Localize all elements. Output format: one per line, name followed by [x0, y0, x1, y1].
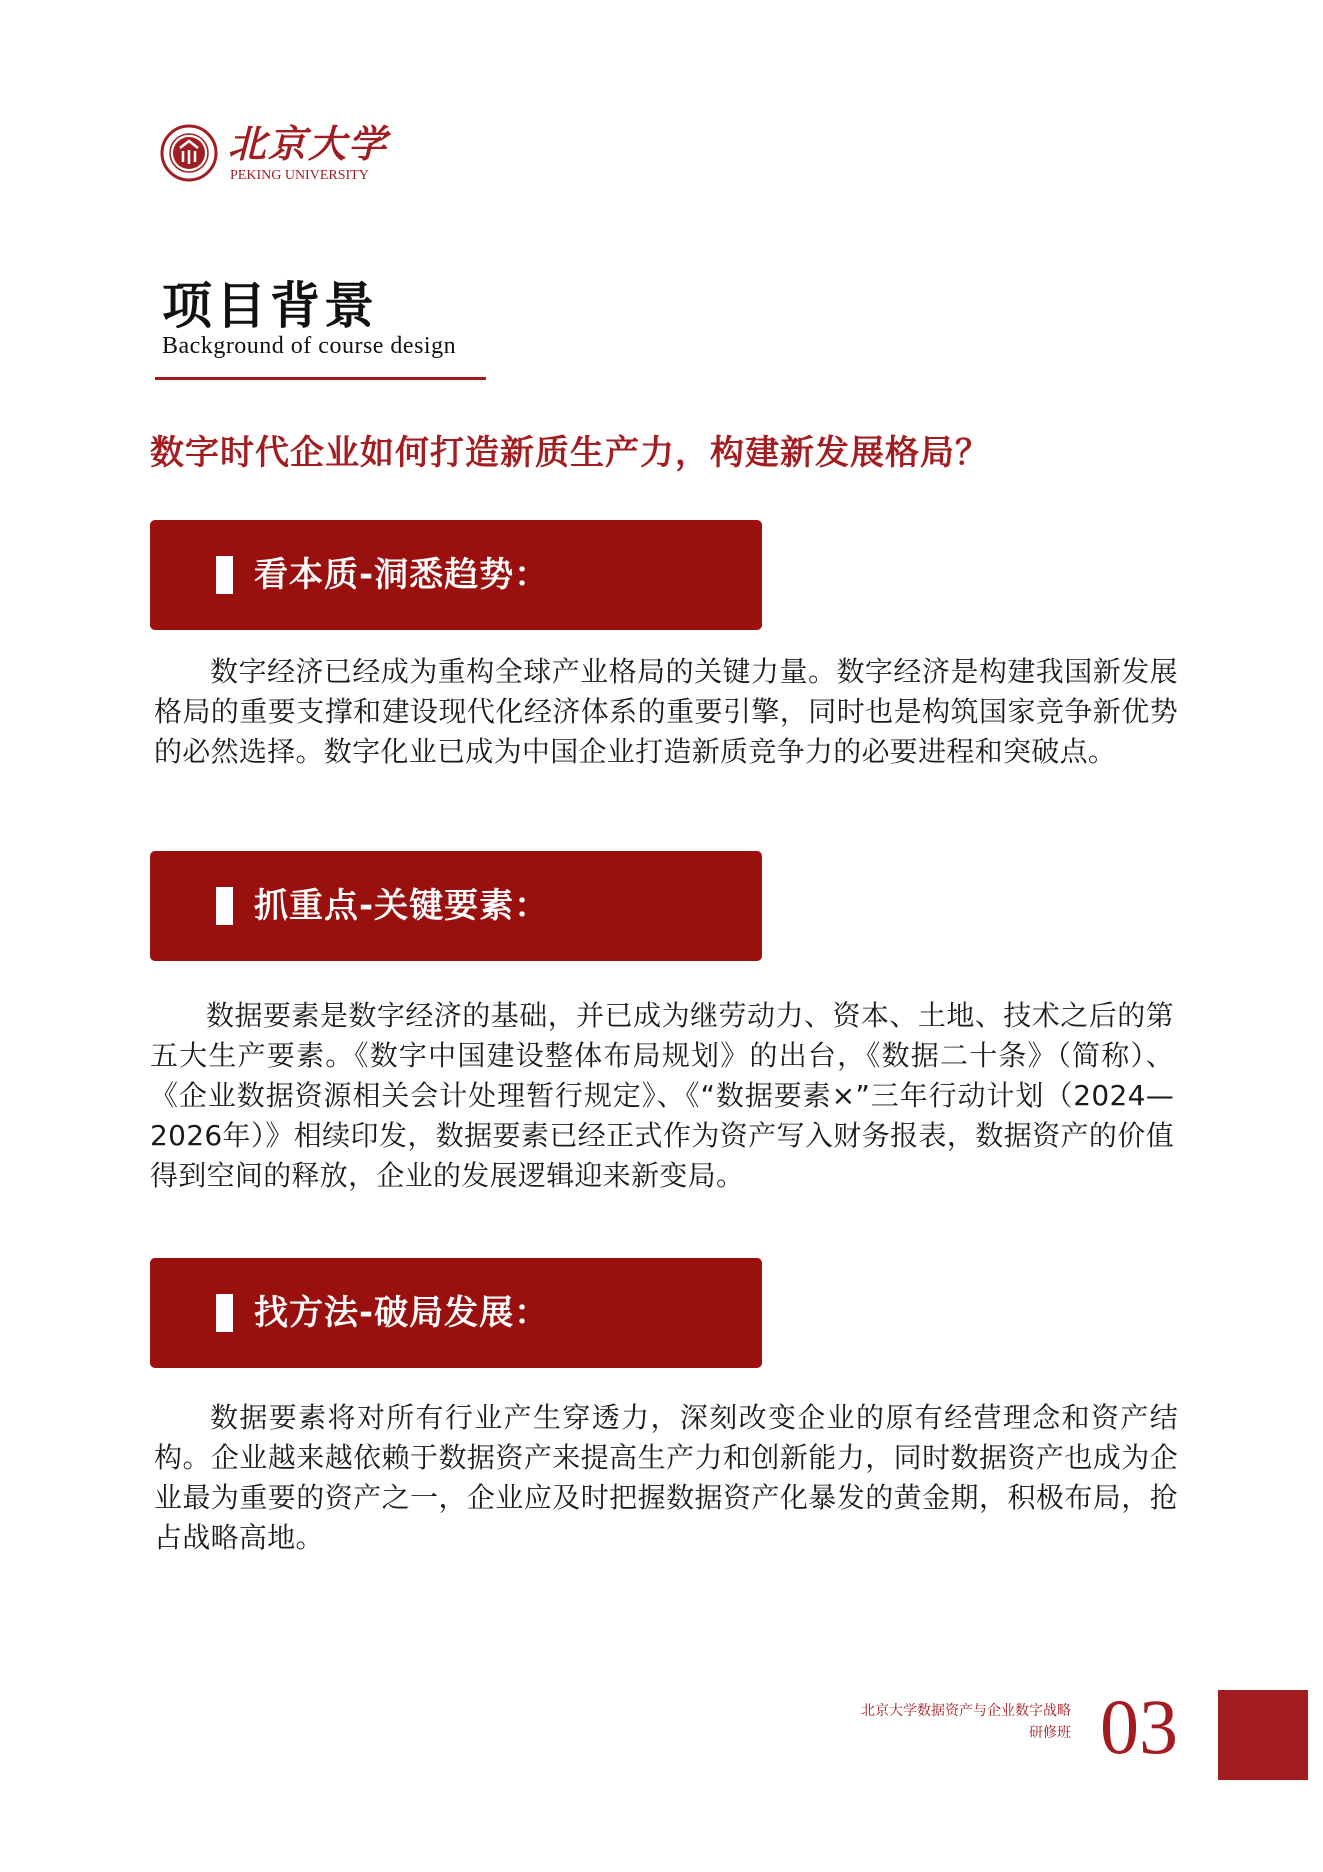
section-heading: 看本质-洞悉趋势：: [254, 555, 550, 595]
footer-program-name: [861, 1700, 1071, 1744]
logo-chinese-name: 北京大学: [228, 121, 389, 166]
peking-university-seal-icon: [160, 124, 218, 182]
section-header-essence: [150, 520, 762, 630]
corner-accent-block: [1218, 1690, 1308, 1780]
section-marker: [216, 556, 233, 594]
title-underline: [155, 377, 486, 380]
headline-question: 数字时代企业如何打造新质生产力，构建新发展格局？: [150, 433, 990, 473]
section-marker: [216, 887, 233, 925]
section-header-method: [150, 1258, 762, 1368]
university-logo: [160, 118, 389, 190]
section-body: 数据要素是数字经济的基础，并已成为继劳动力、资本、土地、技术之后的第五大生产要素。《数字中国建设整体布局规划》的出台，《数据二十条》（简称）、《企业数据资源相关会计处理暂行规定》、《“数据要素×”三年行动计划（2024—2026年）》相续印发，数据要素已经正式作为资产写入财务报表，数据资产的价值得到空间的释放，企业的发展逻辑迎来新变局。: [150, 999, 1174, 1192]
section-header-key-elements: [150, 851, 762, 961]
footer-program-line1: 北京大学数据资产与企业数字战略: [861, 1703, 1071, 1719]
page-title: 项目背景: [162, 277, 378, 335]
section-heading: 抓重点-关键要素：: [254, 886, 550, 926]
logo-english-name: PEKING UNIVERSITY: [230, 168, 369, 183]
page-subtitle: Background of course design: [162, 333, 457, 359]
page-number: 03: [1100, 1683, 1178, 1770]
section-body: 数字经济已经成为重构全球产业格局的关键力量。数字经济是构建我国新发展格局的重要支撑和建设现代化经济体系的重要引擎，同时也是构筑国家竞争新优势的必然选择。数字化业已成为中国企业打造新质竞争力的必要进程和突破点。: [154, 655, 1178, 768]
section-body: 数据要素将对所有行业产生穿透力，深刻改变企业的原有经营理念和资产结构。企业越来越依赖于数据资产来提高生产力和创新能力，同时数据资产也成为企业最为重要的资产之一，企业应及时把握数据资产化暴发的黄金期，积极布局，抢占战略高地。: [154, 1401, 1178, 1554]
footer-program-line2: 研修班: [1029, 1725, 1071, 1741]
section-marker: [216, 1294, 233, 1332]
section-heading: 找方法-破局发展：: [254, 1293, 550, 1333]
